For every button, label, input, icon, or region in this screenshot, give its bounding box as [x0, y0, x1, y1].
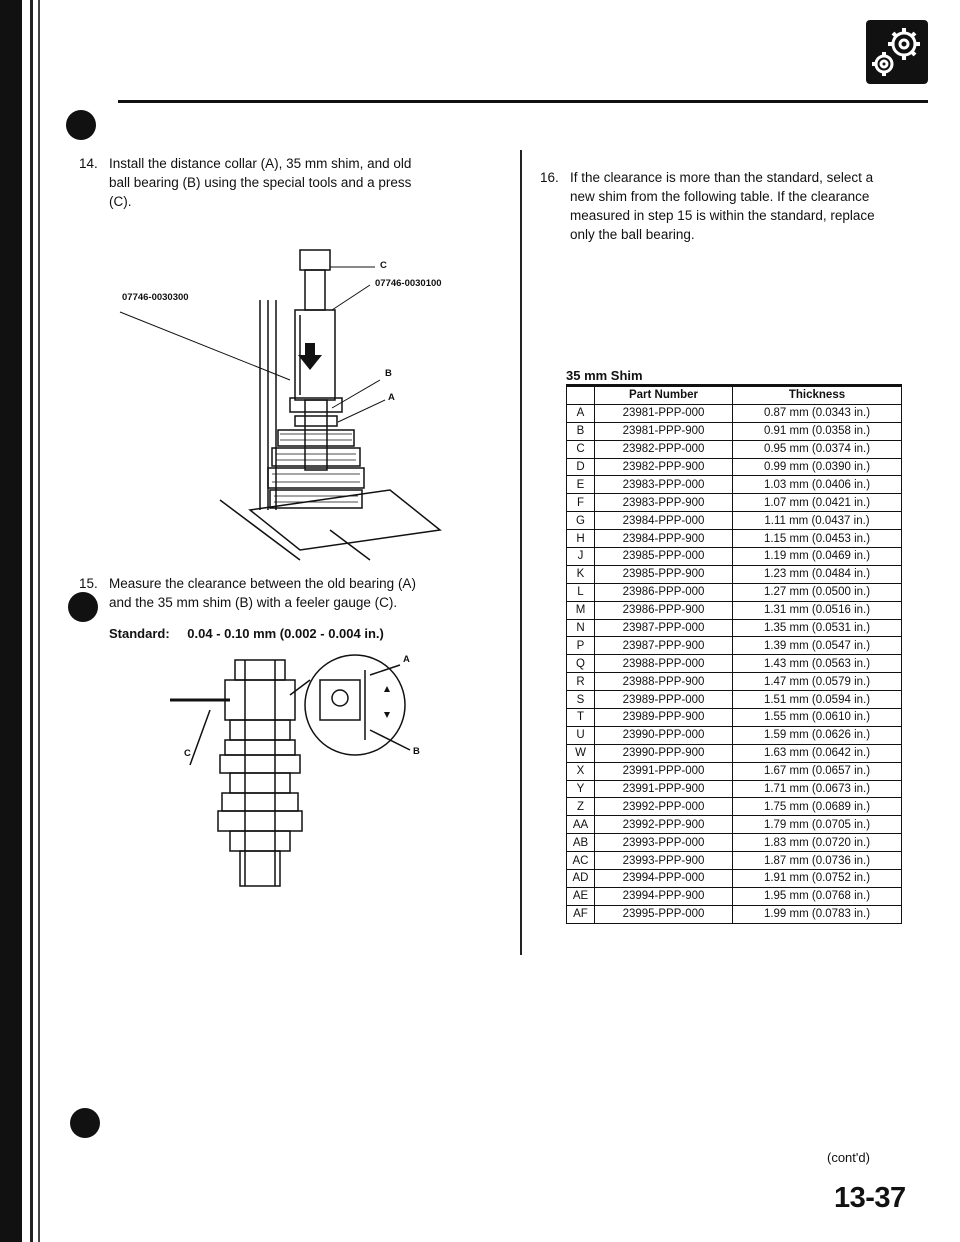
part-number-cell: 23990-PPP-900	[595, 744, 733, 762]
shim-code-cell: C	[567, 440, 595, 458]
shim-code-cell: D	[567, 458, 595, 476]
thickness-cell: 1.95 mm (0.0768 in.)	[733, 887, 902, 905]
part-number-cell: 23991-PPP-900	[595, 780, 733, 798]
thickness-cell: 0.91 mm (0.0358 in.)	[733, 422, 902, 440]
binding-line	[38, 0, 40, 1242]
table-row	[567, 565, 902, 583]
press-install-drawing	[100, 240, 480, 570]
part-number-cell: 23991-PPP-000	[595, 762, 733, 780]
shim-code-cell: H	[567, 530, 595, 548]
part-number-cell: 23982-PPP-900	[595, 458, 733, 476]
figure-feeler-gauge	[170, 650, 480, 900]
binding-edge	[0, 0, 22, 1242]
thickness-cell: 1.79 mm (0.0705 in.)	[733, 816, 902, 834]
step-text-line: and the 35 mm shim (B) with a feeler gauge (C).	[109, 595, 398, 610]
table-row	[567, 726, 902, 744]
table-row	[567, 404, 902, 422]
shim-code-cell: M	[567, 601, 595, 619]
shim-code-cell: X	[567, 762, 595, 780]
part-number-cell: 23993-PPP-000	[595, 834, 733, 852]
standard-spec	[109, 626, 384, 641]
label-a: A	[388, 392, 395, 403]
table-body	[567, 404, 902, 923]
label-b: B	[385, 368, 392, 379]
feeler-gauge-drawing	[170, 650, 480, 900]
thickness-cell: 1.59 mm (0.0626 in.)	[733, 726, 902, 744]
thickness-cell: 1.55 mm (0.0610 in.)	[733, 709, 902, 727]
table-row	[567, 601, 902, 619]
shim-code-cell: AC	[567, 852, 595, 870]
step-15	[79, 574, 499, 614]
shim-code-cell: U	[567, 726, 595, 744]
step-16	[540, 168, 920, 248]
shim-code-cell: A	[567, 404, 595, 422]
step-number: 14.	[79, 156, 98, 171]
shim-code-cell: Y	[567, 780, 595, 798]
table-row	[567, 583, 902, 601]
table-row	[567, 512, 902, 530]
tool-number-left: 07746-0030300	[122, 292, 189, 303]
thickness-cell: 1.47 mm (0.0579 in.)	[733, 673, 902, 691]
thickness-cell: 1.23 mm (0.0484 in.)	[733, 565, 902, 583]
thickness-cell: 1.03 mm (0.0406 in.)	[733, 476, 902, 494]
step-text-line: ball bearing (B) using the special tools and a press	[109, 175, 412, 190]
thickness-cell: 1.51 mm (0.0594 in.)	[733, 691, 902, 709]
part-number-cell: 23993-PPP-900	[595, 852, 733, 870]
table-row	[567, 476, 902, 494]
part-number-cell: 23982-PPP-000	[595, 440, 733, 458]
part-number-cell: 23994-PPP-900	[595, 887, 733, 905]
table-row	[567, 619, 902, 637]
shim-code-cell: K	[567, 565, 595, 583]
shim-code-cell: AB	[567, 834, 595, 852]
shim-code-cell: R	[567, 673, 595, 691]
part-number-cell: 23985-PPP-000	[595, 548, 733, 566]
part-number-cell: 23984-PPP-000	[595, 512, 733, 530]
part-number-cell: 23989-PPP-900	[595, 709, 733, 727]
table-row	[567, 637, 902, 655]
column-header: Thickness	[733, 387, 902, 405]
table-row	[567, 798, 902, 816]
part-number-cell: 23992-PPP-900	[595, 816, 733, 834]
step-14	[79, 154, 499, 214]
table-row	[567, 458, 902, 476]
table-row	[567, 744, 902, 762]
thickness-cell: 1.43 mm (0.0563 in.)	[733, 655, 902, 673]
part-number-cell: 23994-PPP-000	[595, 870, 733, 888]
part-number-cell: 23983-PPP-900	[595, 494, 733, 512]
shim-code-cell: AE	[567, 887, 595, 905]
thickness-cell: 1.31 mm (0.0516 in.)	[733, 601, 902, 619]
thickness-cell: 1.63 mm (0.0642 in.)	[733, 744, 902, 762]
thickness-cell: 0.99 mm (0.0390 in.)	[733, 458, 902, 476]
tool-number-right: 07746-0030100	[375, 278, 442, 289]
part-number-cell: 23990-PPP-000	[595, 726, 733, 744]
part-number-cell: 23989-PPP-000	[595, 691, 733, 709]
table-header-row	[567, 387, 902, 405]
table-row	[567, 852, 902, 870]
column-header	[567, 387, 595, 405]
shim-code-cell: AF	[567, 905, 595, 923]
table-row	[567, 905, 902, 923]
part-number-cell: 23981-PPP-000	[595, 404, 733, 422]
punch-hole	[70, 1108, 100, 1138]
shim-code-cell: E	[567, 476, 595, 494]
label-a: A	[403, 654, 410, 665]
part-number-cell: 23985-PPP-900	[595, 565, 733, 583]
thickness-cell: 1.71 mm (0.0673 in.)	[733, 780, 902, 798]
table-row	[567, 834, 902, 852]
punch-hole	[66, 110, 96, 140]
continued-note: (cont'd)	[827, 1150, 870, 1165]
part-number-cell: 23995-PPP-000	[595, 905, 733, 923]
gear-cluster-icon	[866, 20, 928, 84]
thickness-cell: 1.11 mm (0.0437 in.)	[733, 512, 902, 530]
part-number-cell: 23988-PPP-900	[595, 673, 733, 691]
step-text-line: only the ball bearing.	[570, 227, 695, 242]
part-number-cell: 23987-PPP-000	[595, 619, 733, 637]
shim-code-cell: AA	[567, 816, 595, 834]
binding-line	[30, 0, 33, 1242]
shim-code-cell: G	[567, 512, 595, 530]
step-text-line: Measure the clearance between the old bearing (A)	[109, 576, 416, 591]
figure-press-install	[100, 240, 480, 570]
step-text-line: (C).	[109, 194, 132, 209]
table-row	[567, 440, 902, 458]
shim-code-cell: J	[567, 548, 595, 566]
shim-table	[566, 386, 902, 924]
table-row	[567, 494, 902, 512]
thickness-cell: 1.91 mm (0.0752 in.)	[733, 870, 902, 888]
shim-code-cell: AD	[567, 870, 595, 888]
table-row	[567, 870, 902, 888]
part-number-cell: 23981-PPP-900	[595, 422, 733, 440]
table-row	[567, 530, 902, 548]
table-row	[567, 691, 902, 709]
thickness-cell: 1.35 mm (0.0531 in.)	[733, 619, 902, 637]
table-row	[567, 673, 902, 691]
part-number-cell: 23984-PPP-900	[595, 530, 733, 548]
thickness-cell: 1.99 mm (0.0783 in.)	[733, 905, 902, 923]
page-number: 13-37	[834, 1182, 906, 1214]
shim-code-cell: Q	[567, 655, 595, 673]
standard-value: 0.04 - 0.10 mm (0.002 - 0.004 in.)	[187, 626, 384, 641]
label-c: C	[380, 260, 387, 271]
table-row	[567, 780, 902, 798]
thickness-cell: 1.75 mm (0.0689 in.)	[733, 798, 902, 816]
header-rule	[118, 100, 928, 103]
thickness-cell: 0.95 mm (0.0374 in.)	[733, 440, 902, 458]
shim-code-cell: F	[567, 494, 595, 512]
thickness-cell: 1.07 mm (0.0421 in.)	[733, 494, 902, 512]
part-number-cell: 23988-PPP-000	[595, 655, 733, 673]
step-number: 15.	[79, 576, 98, 591]
shim-code-cell: T	[567, 709, 595, 727]
thickness-cell: 1.19 mm (0.0469 in.)	[733, 548, 902, 566]
column-header: Part Number	[595, 387, 733, 405]
shim-code-cell: L	[567, 583, 595, 601]
part-number-cell: 23986-PPP-900	[595, 601, 733, 619]
table-row	[567, 816, 902, 834]
table-row	[567, 887, 902, 905]
shim-code-cell: Z	[567, 798, 595, 816]
part-number-cell: 23987-PPP-900	[595, 637, 733, 655]
thickness-cell: 1.27 mm (0.0500 in.)	[733, 583, 902, 601]
step-text-line: Install the distance collar (A), 35 mm shim, and old	[109, 156, 412, 171]
thickness-cell: 1.83 mm (0.0720 in.)	[733, 834, 902, 852]
table-row	[567, 655, 902, 673]
thickness-cell: 1.15 mm (0.0453 in.)	[733, 530, 902, 548]
label-b: B	[413, 746, 420, 757]
table-row	[567, 709, 902, 727]
column-divider	[520, 150, 522, 955]
shim-code-cell: W	[567, 744, 595, 762]
thickness-cell: 1.39 mm (0.0547 in.)	[733, 637, 902, 655]
shim-code-cell: N	[567, 619, 595, 637]
table-row	[567, 422, 902, 440]
thickness-cell: 0.87 mm (0.0343 in.)	[733, 404, 902, 422]
thickness-cell: 1.67 mm (0.0657 in.)	[733, 762, 902, 780]
shim-code-cell: S	[567, 691, 595, 709]
shim-code-cell: B	[567, 422, 595, 440]
standard-label: Standard:	[109, 626, 170, 641]
part-number-cell: 23992-PPP-000	[595, 798, 733, 816]
table-title: 35 mm Shim	[566, 368, 643, 383]
shim-code-cell: P	[567, 637, 595, 655]
part-number-cell: 23986-PPP-000	[595, 583, 733, 601]
thickness-cell: 1.87 mm (0.0736 in.)	[733, 852, 902, 870]
part-number-cell: 23983-PPP-000	[595, 476, 733, 494]
step-text-line: new shim from the following table. If the clearance	[570, 189, 870, 204]
label-c: C	[184, 748, 191, 759]
table-row	[567, 548, 902, 566]
table-row	[567, 762, 902, 780]
step-text-line: If the clearance is more than the standard, select a	[570, 170, 874, 185]
step-text-line: measured in step 15 is within the standard, replace	[570, 208, 875, 223]
step-number: 16.	[540, 170, 559, 185]
